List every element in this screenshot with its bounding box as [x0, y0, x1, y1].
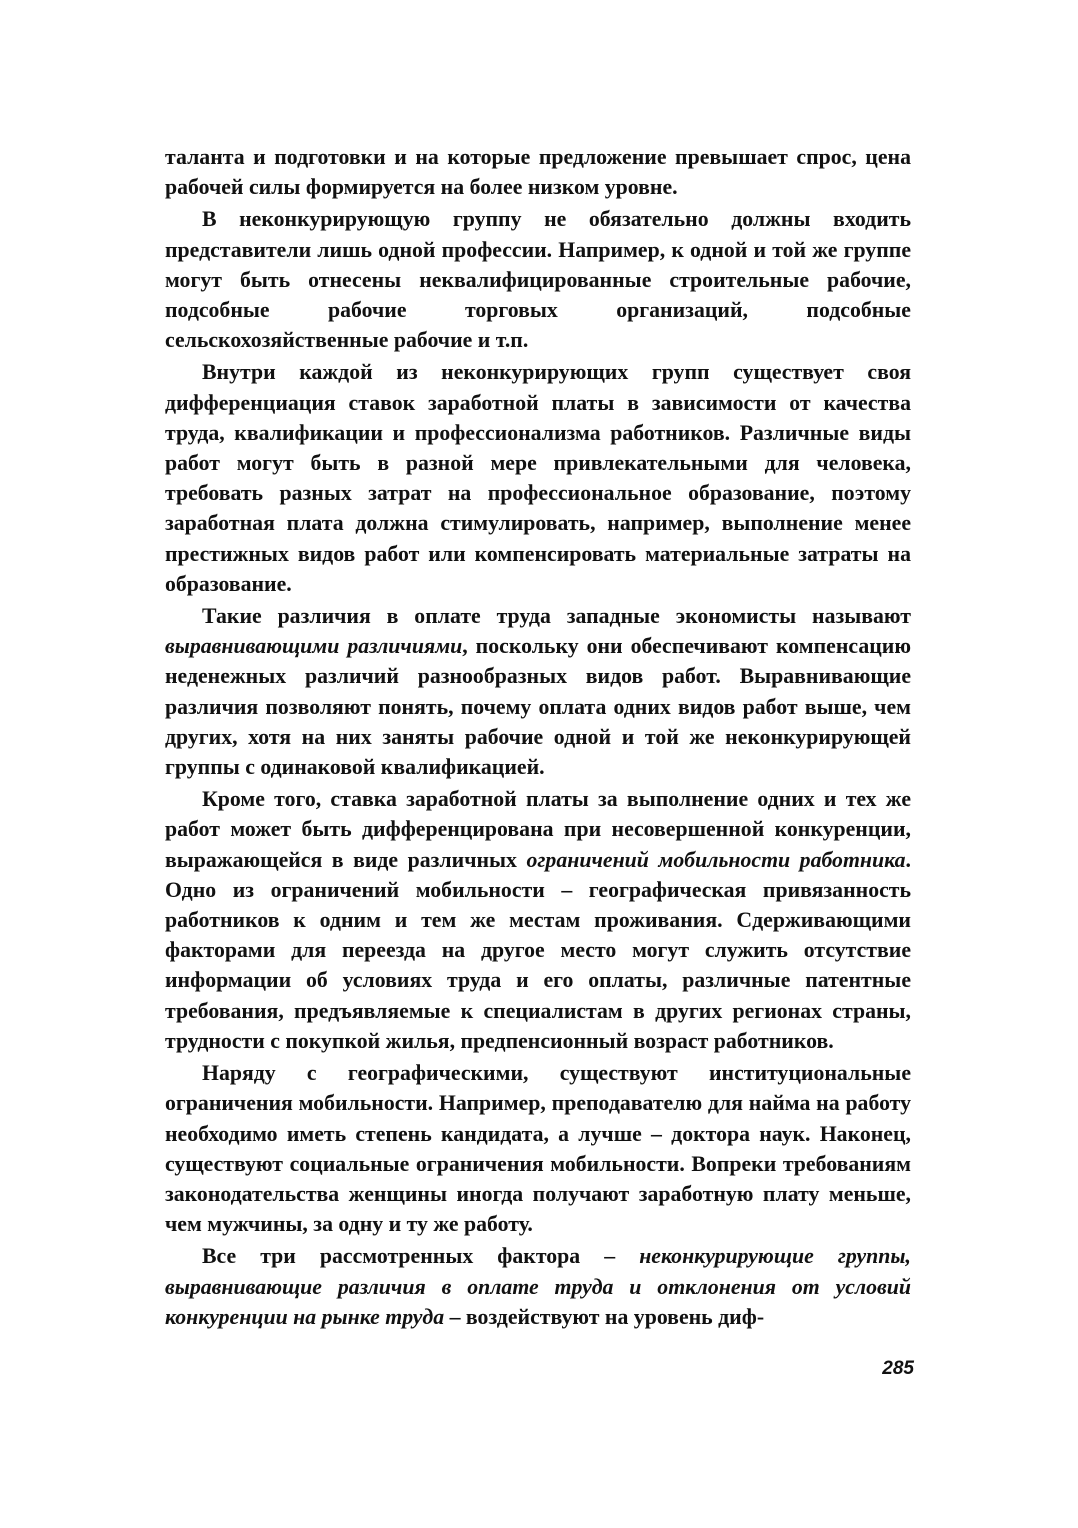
paragraph-2-text: В неконкурирующую группу не обязательно должны входить представители лишь одной профессии. Например, к одной и той же группе могут быть отнесены неквалифицированные строительные рабочие, подсобные рабочие торговых организаций, подсобные сельскохозяйственные рабочие и т.п. — [165, 207, 911, 353]
paragraph-7 — [165, 1241, 911, 1332]
paragraph-7-text-a: Все три рассмотренных фактора – — [202, 1244, 640, 1269]
paragraph-5-text-a: Кроме того, ставка заработной платы за выполнение одних и тех же работ может быть дифференцирована при несовершенной конкуренции, выражающейся в виде различных — [165, 787, 911, 872]
paragraph-3 — [165, 357, 911, 599]
paragraph-5-text-b: . Одно из ограничений мобильности – географическая привязанность работников к одним и тем же местам проживания. Сдерживающими факторами для переезда на другое место могут служить отсутствие информации об условиях труда и его оплаты, различные патентные требования, предъявляемые к специалистам в других регионах страны, трудности с покупкой жилья, предпенсионный возраст работников. — [165, 847, 911, 1053]
paragraph-1-text: таланта и подготовки и на которые предложение превышает спрос, цена рабочей силы формируется на более низком уровне. — [165, 145, 911, 200]
paragraph-7-text-b: – воздействуют на уровень диф- — [444, 1304, 765, 1329]
page-number: 285 — [882, 1358, 914, 1379]
paragraph-2 — [165, 204, 911, 355]
paragraph-5 — [165, 784, 911, 1056]
paragraph-6-text: Наряду с географическими, существуют институциональные ограничения мобильности. Например, преподавателю для найма на работу необходимо иметь степень кандидата, а лучше – доктора наук. Наконец, существуют социальные ограничения мобильности. Вопреки требованиям законодательства женщины иногда получают заработную плату меньше, чем мужчины, за одну и ту же работу. — [165, 1061, 911, 1237]
term-three-factors: неконкурирующие группы, выравнивающие различия в оплате труда и отклонения от условий конкуренции на рынке труда — [165, 1244, 911, 1329]
paragraph-6 — [165, 1058, 911, 1239]
body-text — [165, 142, 911, 1332]
term-mobility-restrictions: ограничений мобильности работника — [526, 847, 906, 872]
paragraph-4 — [165, 601, 911, 782]
paragraph-1 — [165, 142, 911, 202]
term-equalizing-differences: выравнивающими различиями — [165, 634, 463, 659]
paragraph-4-text-b: , поскольку они обеспечивают компенсацию неденежных различий разнообразных видов работ. Выравнивающие различия позволяют понять, почему оплата одних видов работ выше, чем других, хотя на них заняты рабочие одной и той же неконкурирующей группы с одинаковой квалификацией. — [165, 634, 911, 780]
paragraph-3-text: Внутри каждой из неконкурирующих групп существует своя дифференциация ставок заработной платы в зависимости от качества труда, квалификации и профессионализма работников. Различные виды работ могут быть в разной мере привлекательными для человека, требовать разных затрат на профессиональное образование, поэтому заработная плата должна стимулировать, например, выполнение менее престижных видов работ или компенсировать материальные затраты на образование. — [165, 360, 911, 596]
paragraph-4-text-a: Такие различия в оплате труда западные экономисты называют — [202, 604, 911, 629]
